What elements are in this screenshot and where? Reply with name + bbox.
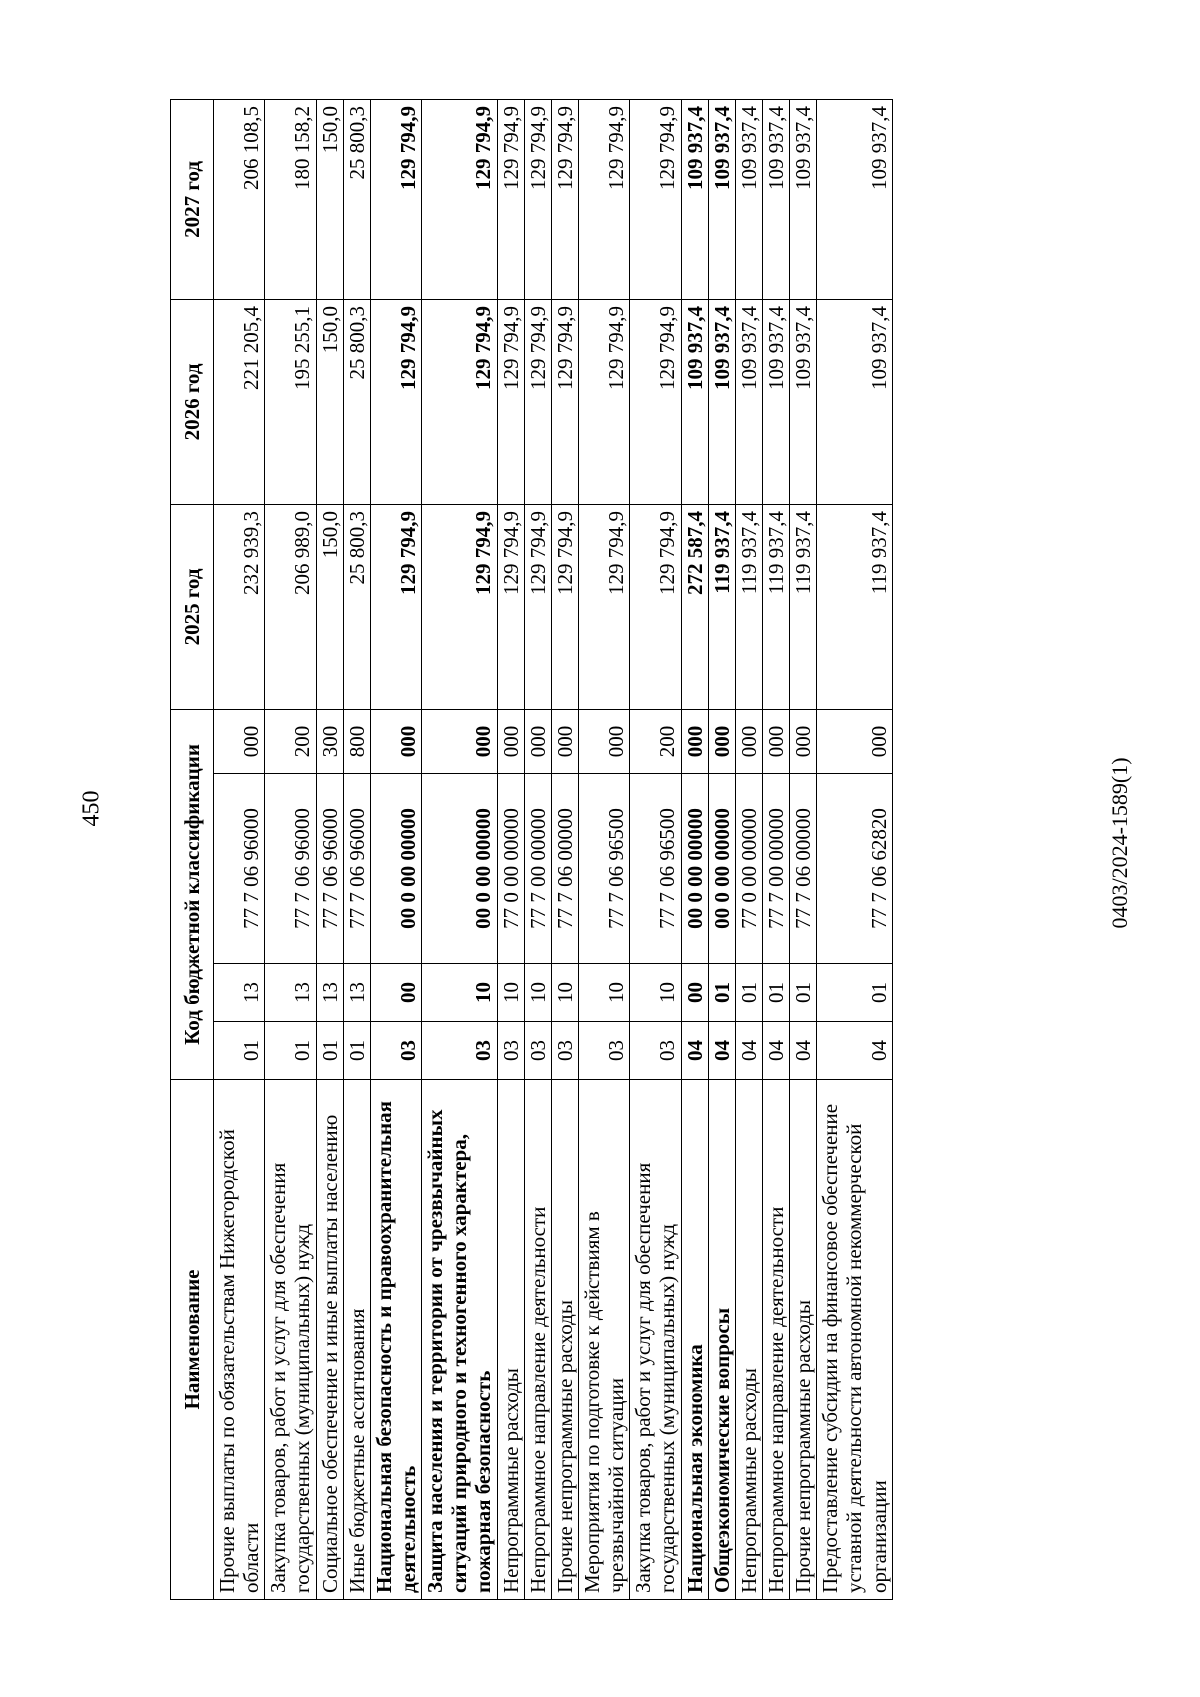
cell-target-article: 77 7 00 00000 (524, 774, 551, 964)
cell-2027: 129 794,9 (551, 99, 578, 299)
cell-section: 03 (551, 1022, 578, 1080)
rotated-page (170, 100, 1130, 1600)
cell-section: 03 (524, 1022, 551, 1080)
cell-target-article: 77 7 06 62820 (817, 774, 892, 964)
cell-expense-type: 000 (551, 709, 578, 773)
cell-subsection: 10 (497, 964, 524, 1022)
cell-expense-type: 000 (681, 709, 708, 773)
header-2025: 2025 год (171, 504, 214, 709)
cell-2027: 129 794,9 (630, 99, 681, 299)
cell-2027: 206 108,5 (214, 99, 265, 299)
cell-target-article: 00 0 00 00000 (370, 774, 421, 964)
cell-target-article: 77 7 06 96500 (578, 774, 629, 964)
cell-section: 03 (370, 1022, 421, 1080)
cell-expense-type: 000 (578, 709, 629, 773)
cell-subsection: 01 (735, 964, 762, 1022)
cell-section: 04 (708, 1022, 735, 1080)
cell-subsection: 00 (681, 964, 708, 1022)
cell-expense-type: 000 (817, 709, 892, 773)
cell-expense-type: 000 (762, 709, 789, 773)
cell-subsection: 13 (265, 964, 316, 1022)
cell-2025: 129 794,9 (551, 504, 578, 709)
cell-subsection: 13 (316, 964, 343, 1022)
cell-name: Предоставление субсидии на финансовое обеспечение уставной деятельности автономной некоммерческой организации (817, 1080, 892, 1600)
cell-2026: 129 794,9 (497, 299, 524, 504)
cell-target-article: 00 0 00 00000 (681, 774, 708, 964)
cell-2026: 109 937,4 (681, 299, 708, 504)
cell-name: Непрограммные расходы (497, 1080, 524, 1600)
cell-2027: 109 937,4 (790, 99, 817, 299)
budget-table (170, 99, 893, 1600)
cell-subsection: 00 (370, 964, 421, 1022)
cell-2025: 119 937,4 (762, 504, 789, 709)
cell-section: 03 (422, 1022, 497, 1080)
table-row (817, 99, 892, 1599)
cell-section: 04 (735, 1022, 762, 1080)
cell-target-article: 77 7 06 96000 (265, 774, 316, 964)
cell-2026: 129 794,9 (370, 299, 421, 504)
cell-name: Непрограммное направление деятельности (524, 1080, 551, 1600)
cell-section: 04 (681, 1022, 708, 1080)
cell-2025: 25 800,3 (343, 504, 370, 709)
cell-2025: 119 937,4 (790, 504, 817, 709)
cell-subsection: 10 (578, 964, 629, 1022)
cell-section: 01 (214, 1022, 265, 1080)
document-id: 0403/2024-1589(1) (1107, 757, 1132, 929)
cell-section: 01 (343, 1022, 370, 1080)
cell-2025: 129 794,9 (524, 504, 551, 709)
cell-2027: 109 937,4 (735, 99, 762, 299)
cell-name: Непрограммное направление деятельности (762, 1080, 789, 1600)
cell-expense-type: 200 (265, 709, 316, 773)
cell-section: 03 (497, 1022, 524, 1080)
cell-name: Защита населения и территории от чрезвычайных ситуаций природного и техногенного характера, пожарная безопасность (422, 1080, 497, 1600)
cell-2027: 109 937,4 (762, 99, 789, 299)
cell-2025: 129 794,9 (370, 504, 421, 709)
cell-target-article: 77 7 06 96000 (214, 774, 265, 964)
cell-2027: 129 794,9 (422, 99, 497, 299)
cell-2027: 109 937,4 (817, 99, 892, 299)
cell-subsection: 13 (343, 964, 370, 1022)
table-row (316, 99, 343, 1599)
cell-2026: 195 255,1 (265, 299, 316, 504)
cell-2026: 129 794,9 (630, 299, 681, 504)
cell-2025: 119 937,4 (735, 504, 762, 709)
cell-2027: 129 794,9 (578, 99, 629, 299)
header-2026: 2026 год (171, 299, 214, 504)
table-row (578, 99, 629, 1599)
cell-2026: 129 794,9 (551, 299, 578, 504)
cell-section: 04 (762, 1022, 789, 1080)
cell-2026: 150,0 (316, 299, 343, 504)
table-row (762, 99, 789, 1599)
cell-2025: 150,0 (316, 504, 343, 709)
cell-target-article: 77 7 06 00000 (551, 774, 578, 964)
cell-target-article: 77 7 06 96000 (343, 774, 370, 964)
cell-2026: 109 937,4 (817, 299, 892, 504)
cell-2025: 129 794,9 (422, 504, 497, 709)
cell-2027: 129 794,9 (497, 99, 524, 299)
cell-name: Прочие непрограммные расходы (790, 1080, 817, 1600)
cell-2026: 109 937,4 (790, 299, 817, 504)
table-row (214, 99, 265, 1599)
cell-2025: 119 937,4 (708, 504, 735, 709)
cell-target-article: 77 0 00 00000 (735, 774, 762, 964)
table-row (630, 99, 681, 1599)
cell-2026: 221 205,4 (214, 299, 265, 504)
cell-2027: 129 794,9 (524, 99, 551, 299)
table-row (370, 99, 421, 1599)
table-row (681, 99, 708, 1599)
cell-2025: 206 989,0 (265, 504, 316, 709)
cell-subsection: 10 (524, 964, 551, 1022)
page-number: 450 (78, 790, 105, 827)
cell-expense-type: 000 (708, 709, 735, 773)
cell-expense-type: 200 (630, 709, 681, 773)
cell-2025: 129 794,9 (578, 504, 629, 709)
table-row (343, 99, 370, 1599)
cell-subsection: 10 (551, 964, 578, 1022)
cell-name: Закупка товаров, работ и услуг для обеспечения государственных (муниципальных) нужд (630, 1080, 681, 1600)
table-row (708, 99, 735, 1599)
cell-2027: 180 158,2 (265, 99, 316, 299)
cell-section: 04 (817, 1022, 892, 1080)
cell-2027: 109 937,4 (681, 99, 708, 299)
cell-target-article: 77 7 00 00000 (762, 774, 789, 964)
table-row (497, 99, 524, 1599)
cell-2025: 129 794,9 (497, 504, 524, 709)
cell-2026: 25 800,3 (343, 299, 370, 504)
cell-expense-type: 000 (422, 709, 497, 773)
cell-target-article: 00 0 00 00000 (708, 774, 735, 964)
cell-expense-type: 000 (790, 709, 817, 773)
cell-subsection: 01 (708, 964, 735, 1022)
cell-expense-type: 000 (524, 709, 551, 773)
cell-2026: 129 794,9 (524, 299, 551, 504)
cell-2026: 109 937,4 (708, 299, 735, 504)
cell-subsection: 01 (817, 964, 892, 1022)
cell-2027: 150,0 (316, 99, 343, 299)
header-2027: 2027 год (171, 99, 214, 299)
cell-expense-type: 000 (735, 709, 762, 773)
cell-name: Национальная безопасность и правоохранительная деятельность (370, 1080, 421, 1600)
cell-subsection: 10 (630, 964, 681, 1022)
cell-2026: 129 794,9 (578, 299, 629, 504)
cell-2025: 119 937,4 (817, 504, 892, 709)
cell-name: Прочие выплаты по обязательствам Нижегородской области (214, 1080, 265, 1600)
cell-name: Мероприятия по подготовке к действиям в чрезвычайной ситуации (578, 1080, 629, 1600)
table-row (524, 99, 551, 1599)
header-name: Наименование (171, 1080, 214, 1600)
cell-name: Иные бюджетные ассигнования (343, 1080, 370, 1600)
cell-name: Общеэкономические вопросы (708, 1080, 735, 1600)
cell-name: Закупка товаров, работ и услуг для обеспечения государственных (муниципальных) нужд (265, 1080, 316, 1600)
cell-section: 04 (790, 1022, 817, 1080)
table-row (735, 99, 762, 1599)
cell-subsection: 10 (422, 964, 497, 1022)
cell-2026: 109 937,4 (735, 299, 762, 504)
cell-2025: 272 587,4 (681, 504, 708, 709)
cell-expense-type: 000 (214, 709, 265, 773)
cell-target-article: 77 7 06 00000 (790, 774, 817, 964)
table-header-row (171, 99, 214, 1599)
cell-target-article: 00 0 00 00000 (422, 774, 497, 964)
cell-target-article: 77 0 00 00000 (497, 774, 524, 964)
cell-name: Национальная экономика (681, 1080, 708, 1600)
cell-target-article: 77 7 06 96500 (630, 774, 681, 964)
cell-2027: 129 794,9 (370, 99, 421, 299)
cell-expense-type: 000 (370, 709, 421, 773)
cell-2026: 129 794,9 (422, 299, 497, 504)
cell-subsection: 01 (762, 964, 789, 1022)
header-code: Код бюджетной классификации (171, 709, 214, 1079)
table-row (422, 99, 497, 1599)
cell-target-article: 77 7 06 96000 (316, 774, 343, 964)
cell-subsection: 01 (790, 964, 817, 1022)
cell-expense-type: 800 (343, 709, 370, 773)
table-row (790, 99, 817, 1599)
cell-expense-type: 000 (497, 709, 524, 773)
cell-expense-type: 300 (316, 709, 343, 773)
table-row (551, 99, 578, 1599)
cell-2025: 232 939,3 (214, 504, 265, 709)
cell-section: 01 (316, 1022, 343, 1080)
cell-2025: 129 794,9 (630, 504, 681, 709)
cell-2027: 25 800,3 (343, 99, 370, 299)
cell-name: Прочие непрограммные расходы (551, 1080, 578, 1600)
cell-2027: 109 937,4 (708, 99, 735, 299)
table-row (265, 99, 316, 1599)
cell-section: 03 (578, 1022, 629, 1080)
cell-name: Непрограммные расходы (735, 1080, 762, 1600)
cell-section: 01 (265, 1022, 316, 1080)
cell-2026: 109 937,4 (762, 299, 789, 504)
cell-name: Социальное обеспечение и иные выплаты населению (316, 1080, 343, 1600)
cell-section: 03 (630, 1022, 681, 1080)
cell-subsection: 13 (214, 964, 265, 1022)
